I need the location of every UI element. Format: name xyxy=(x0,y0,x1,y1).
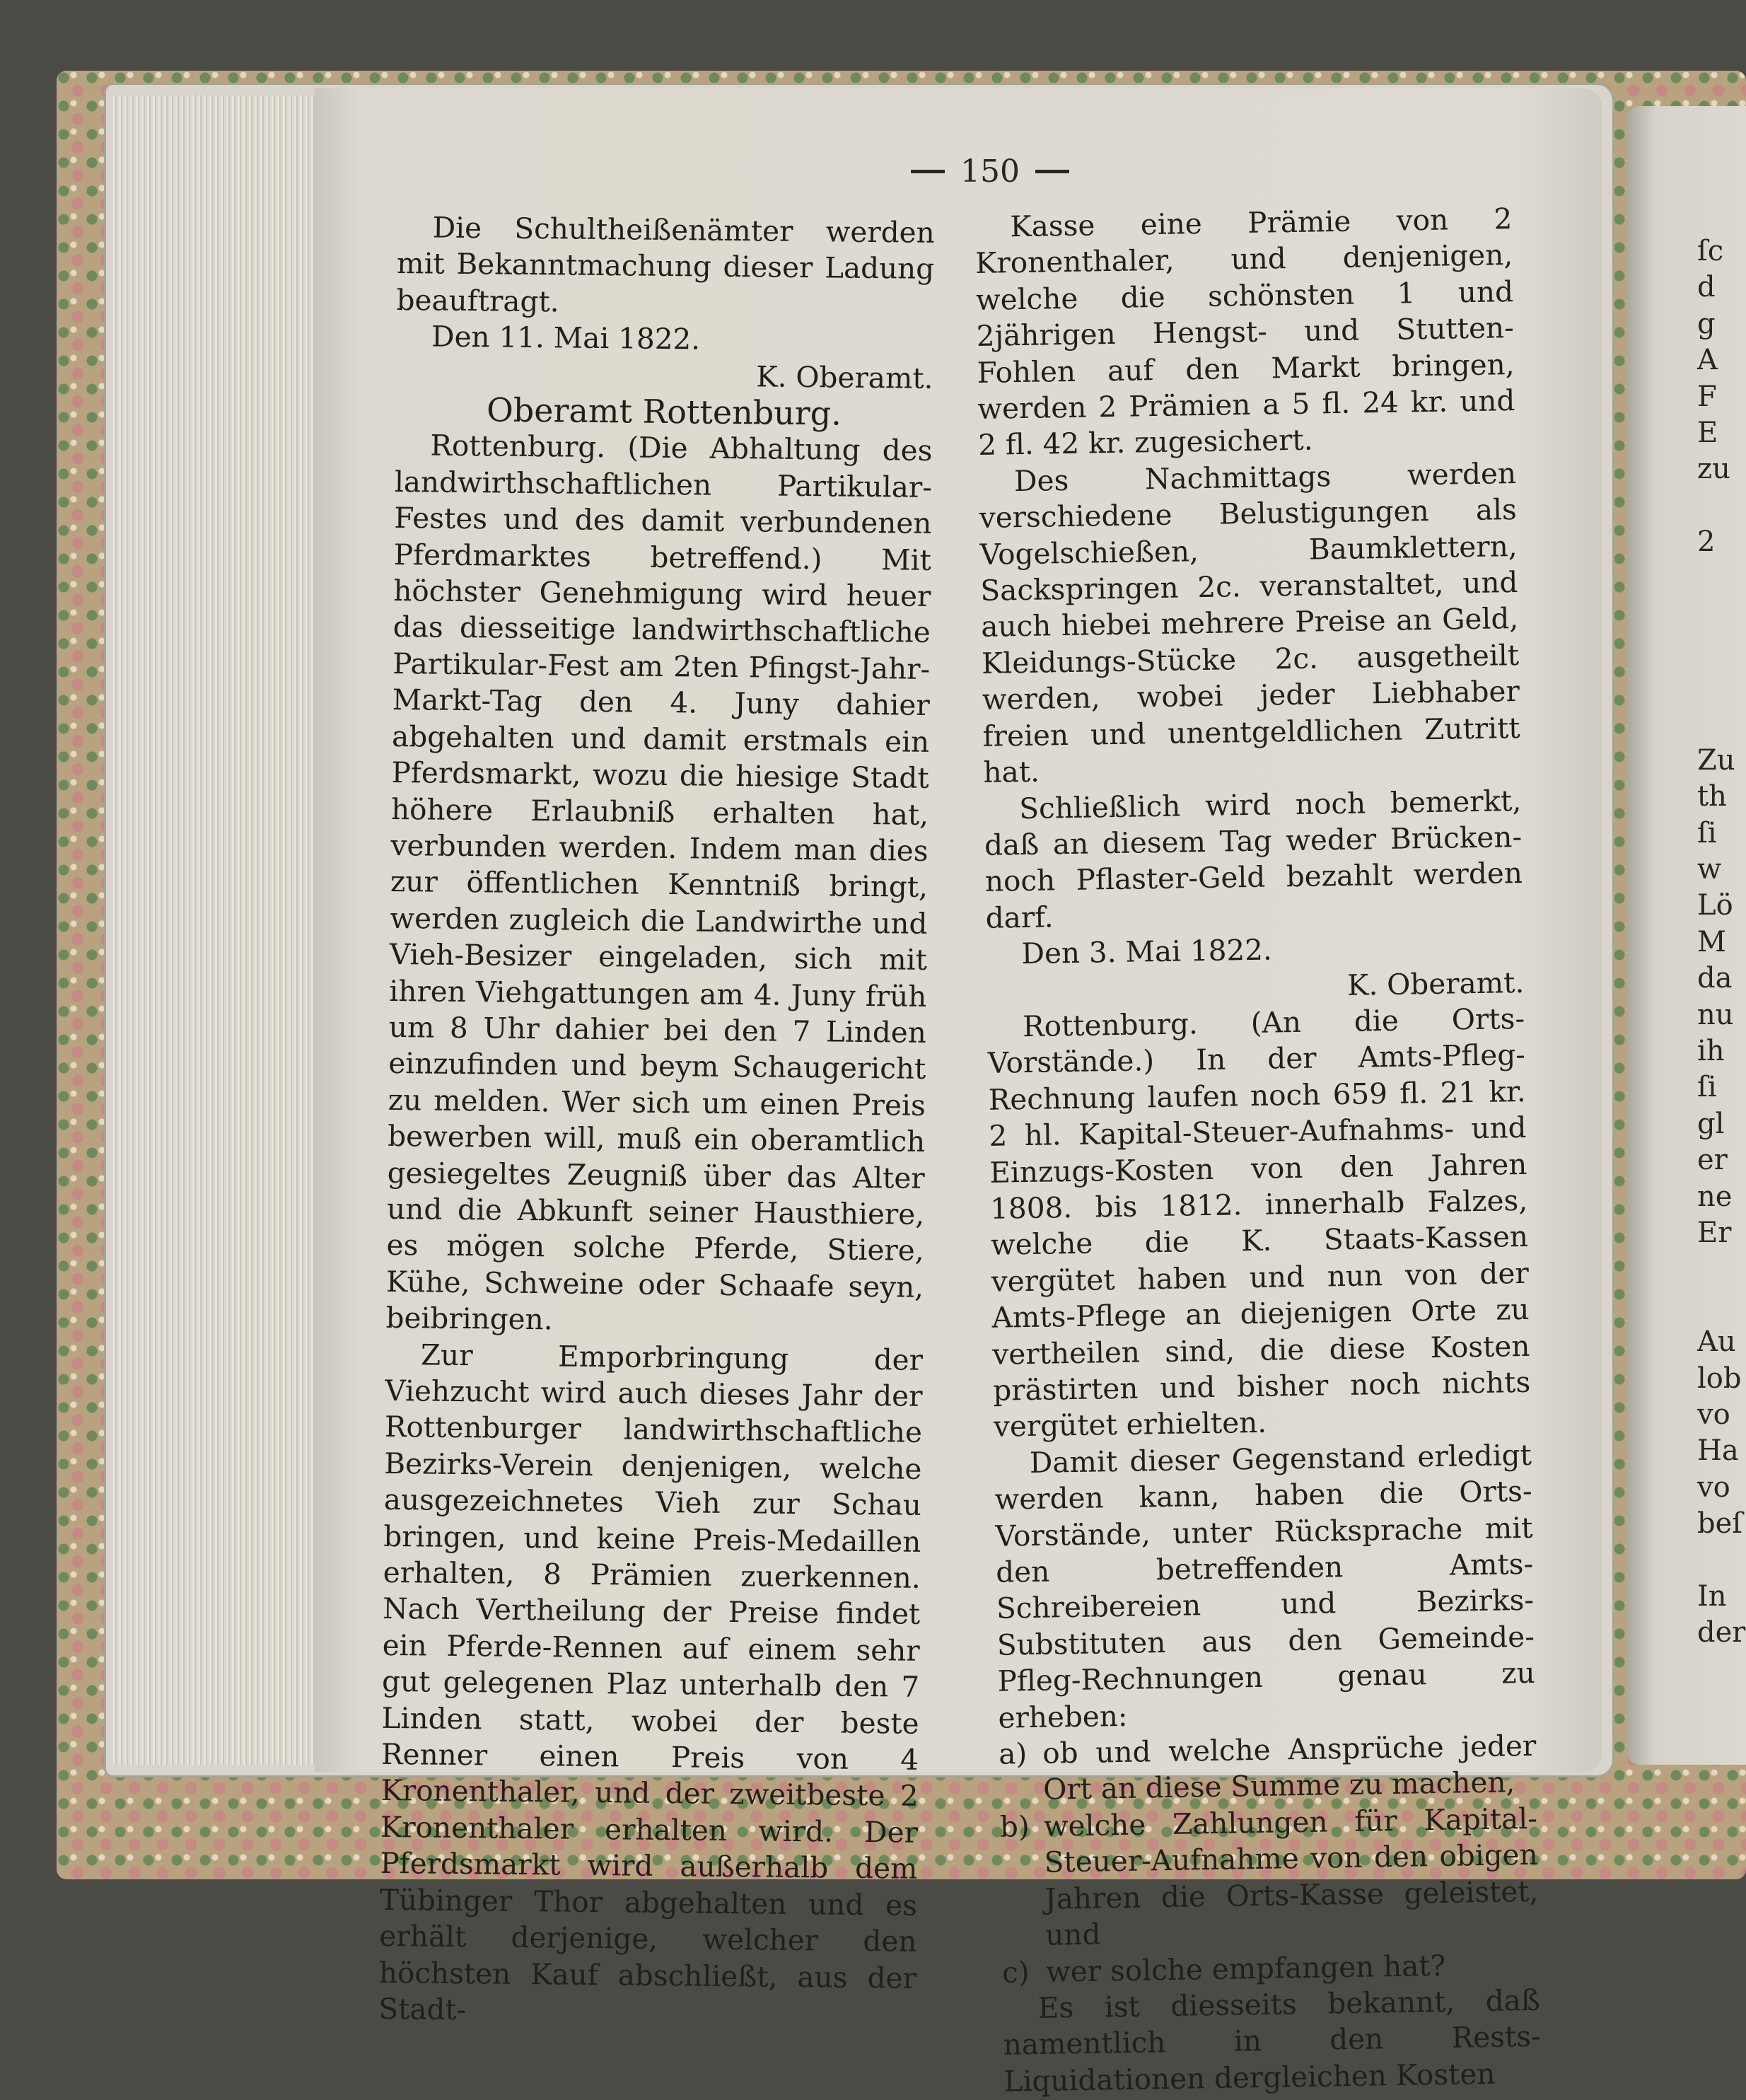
list-text: wer solche empfangen hat? xyxy=(1045,1948,1446,1989)
signature-line: K. Oberamt. xyxy=(756,359,933,395)
list-text: ob und welche Ansprüche jeder Ort an diese Summe zu machen, xyxy=(1042,1728,1537,1807)
paragraph: Den 3. Mai 1822. xyxy=(1021,932,1273,971)
list-item xyxy=(1000,1801,1540,1955)
left-column xyxy=(378,209,935,2027)
page-edges xyxy=(113,95,315,1765)
paragraph: Des Nachmittags werden verschiedene Belustigungen als Vogelschießen, Baumklettern, Sackspringen 2c. veranstaltet, und auch hiebei mehrere Preise an Geld, Kleidungs-Stücke 2c. ausgetheilt werden, wobei jeder Liebhaber freien und unentgeldlichen Zutritt hat. xyxy=(979,456,1520,789)
paragraph: Zur Emporbringung der Viehzucht wird auch dieses Jahr der Rottenburger landwirthschaftliche Bezirks-Verein denjenigen, welche ausgezeichnetes Vieh zur Schau bringen, und keine Preis-Medaillen erhalten, 8 Prämien zuerkennen. Nach Vertheilung der Preise findet ein Pferde-Rennen auf einem sehr gut gelegenen Plaz unterhalb den 7 Linden statt, wobei der beste Renner einen Preis von 4 Kronenthaler, und der zweitbeste 2 Kronenthaler erhalten wird. Der Pferdsmarkt wird außerhalb dem Tübinger Thor abgehalten und es erhält derjenige, welcher den höchsten Kauf abschließt, aus der Stadt- xyxy=(378,1338,924,2027)
paragraph: Den 11. Mai 1822. xyxy=(431,319,701,356)
list-item xyxy=(999,1728,1537,1809)
dash-right xyxy=(1035,170,1069,173)
list-marker: a) xyxy=(998,1736,1028,1771)
paragraph: Kasse eine Prämie von 2 Kronenthaler, und denjenigen, welche die schönsten 1 und 2jährigen Hengst- und Stutten-Fohlen auf den Markt bringen, werden 2 Prämien a 5 fl. 24 kr. und 2 fl. 42 kr. zugesichert. xyxy=(974,202,1515,463)
dash-left xyxy=(911,170,945,173)
right-column xyxy=(974,201,1542,2099)
list-marker: c) xyxy=(1001,1954,1030,1990)
paragraph: Es ist diesseits bekannt, daß namentlich in den Rests-Liquidationen dergleichen Kosten xyxy=(1003,1983,1542,2099)
paragraph: Rottenburg. (Die Abhaltung des landwirthschaftlichen Partikular-Festes und des damit verbundenen Pferdmarktes betreffend.) Mit höchster Genehmigung wird heuer das diesseitige landwirthschaftliche Partikular-Fest am 2ten Pfingst-Jahr-Markt-Tag den 4. Juny dahier abgehalten und damit erstmals ein Pferdsmarkt, wozu die hiesige Stadt höhere Erlaubniß erhalten hat, verbunden werden. Indem man dies zur öffentlichen Kenntniß bringt, werden zugleich die Landwirthe und Vieh-Besizer eingeladen, sich mit ihren Viehgattungen am 4. Juny früh um 8 Uhr dahier bei den 7 Linden einzufinden und beym Schaugericht zu melden. Wer sich um einen Preis bewerben will, muß ein oberamtlich gesiegeltes Zeugniß über das Alter und die Abkunft seiner Hausthiere, es mögen solche Pferde, Stiere, Kühe, Schweine oder Schaafe seyn, beibringen. xyxy=(385,428,933,1337)
paragraph: Die Schultheißenämter werden mit Bekanntmachung dieser Ladung beauftragt. xyxy=(396,210,935,319)
paragraph: Rottenburg. (An die Orts-Vorstände.) In der Amts-Pfleg-Rechnung laufen noch 659 fl. 21 kr. 2 hl. Kapital-Steuer-Aufnahms- und Einzugs-Kosten von den Jahren 1808. bis 1812. innerhalb Falzes, welche die K. Staats-Kassen vergütet haben und nun von der Amts-Pflege an diejenigen Orte zu vertheilen sind, die diese Kosten prästirten und bisher noch nichts vergütet erhielten. xyxy=(987,1001,1531,1444)
paragraph: Schließlich wird noch bemerkt, daß an diesem Tag weder Brücken- noch Pflaster-Geld bezahlt werden darf. xyxy=(984,783,1523,935)
page-number: 150 xyxy=(960,153,1020,190)
section-heading: Oberamt Rottenburg. xyxy=(486,390,842,433)
page-header xyxy=(898,150,1082,192)
list-text: welche Zahlungen für Kapital-Steuer-Aufnahme von den obigen Jahren die Orts-Kasse geleistet, und xyxy=(1043,1801,1539,1952)
signature-line: K. Oberamt. xyxy=(1346,965,1525,1002)
paragraph: Damit dieser Gegenstand erledigt werden kann, haben die Orts-Vorstände, unter Rücksprache mit den betreffenden Amts-Schreibereien und Bezirks-Substituten aus den Gemeinde-Pfleg-Rechnungen genau zu erheben: xyxy=(994,1437,1535,1735)
list-marker: b) xyxy=(999,1809,1030,1844)
facing-page-text: ſc d g A F E zu 2 Zu th ſi w Lö M da nu ih ſi gl er ne Er Au lob vo Ha vo beſ In der xyxy=(1697,235,1746,1649)
